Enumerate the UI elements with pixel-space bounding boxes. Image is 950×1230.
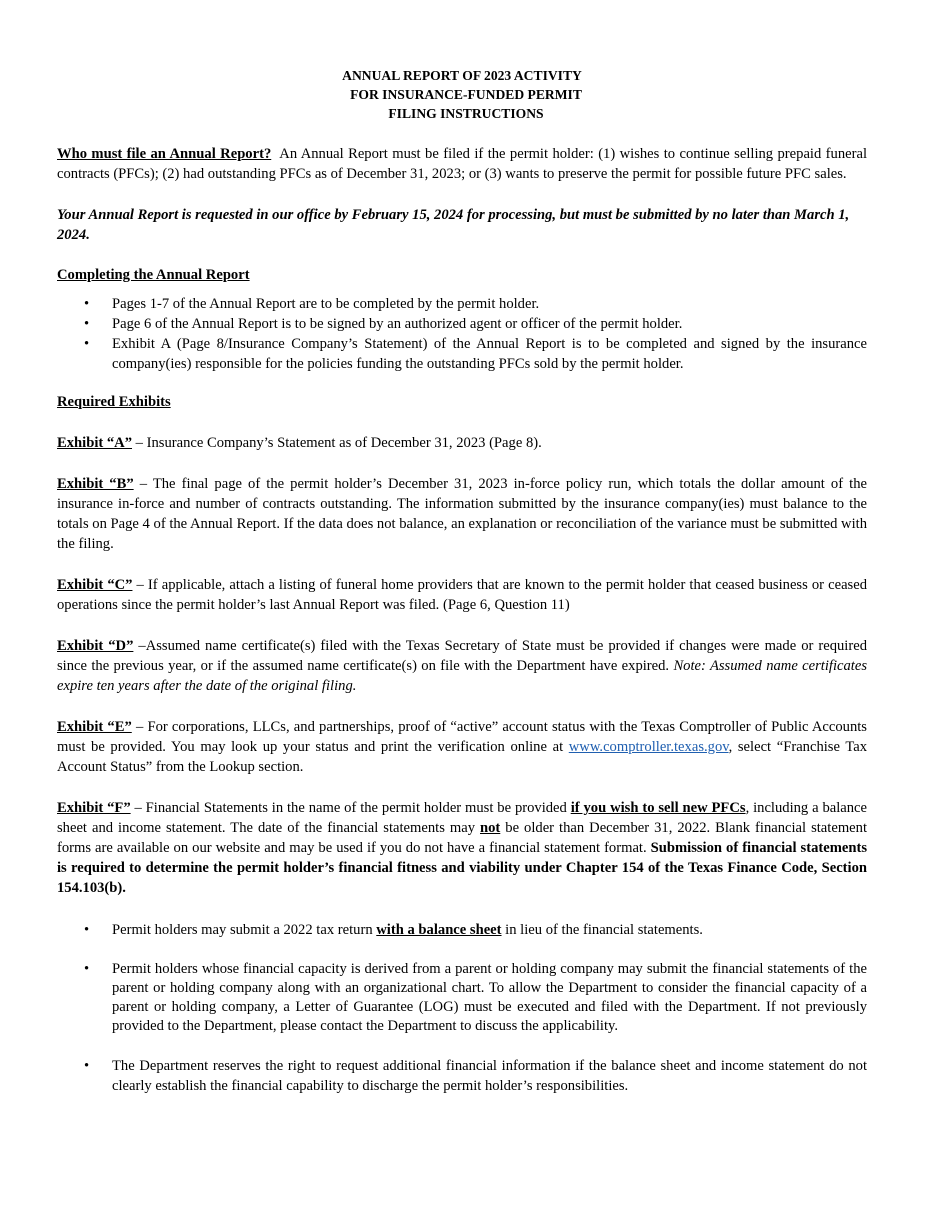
document-page (57, 66, 867, 1096)
exhibit-f-label: Exhibit “F” (57, 800, 131, 816)
required-exhibits-heading: Required Exhibits (57, 394, 171, 410)
required-exhibits-section (57, 392, 867, 412)
exhibit-d-paragraph (57, 636, 867, 696)
who-must-file-paragraph (57, 144, 867, 184)
who-must-file-heading: Who must file an Annual Report? (57, 146, 272, 162)
comptroller-link[interactable]: www.comptroller.texas.gov (568, 739, 729, 755)
list-item: • Exhibit A (Page 8/Insurance Company’s Statement) of the Annual Report is to be completed and signed by the insurance company(ies) responsible for the policies funding the outstanding PFCs sold by the permit holder. (57, 334, 867, 374)
exhibit-a-text: – Insurance Company’s Statement as of December 31, 2023 (Page 8). (132, 435, 542, 451)
who-must-file-text: An Annual Report must be filed if the permit holder: (1) wishes to continue selling prepaid funeral contracts (PFCs); (2) had outstanding PFCs as of December 31, 2023; or (3) wants to preserve the permit for possible future PFC sales. (57, 146, 868, 182)
document-title (57, 66, 867, 123)
exhibit-b-paragraph (57, 474, 867, 554)
exhibit-c-paragraph (57, 575, 867, 615)
list-item: • Page 6 of the Annual Report is to be signed by an authorized agent or officer of the permit holder. (57, 314, 867, 334)
exhibit-e-text-after: , select “Franchise Tax Account Status” from the Lookup section. (57, 739, 867, 775)
exhibit-b-text: – The final page of the permit holder’s December 31, 2023 in-force policy run, which totals the dollar amount of the insurance in-force and number of contracts outstanding. The information submitted by the insurance company(ies) must balance to the totals on Page 4 of the Annual Report. If the data does not balance, an explanation or reconciliation of the variance must be submitted with the filing. (57, 476, 867, 552)
exhibit-f-text-3: be older than December 31, 2022. Blank financial statement forms are available on our website and may be used if you do not have a financial statement format. (57, 820, 867, 856)
completing-section (57, 265, 867, 285)
exhibit-c-label: Exhibit “C” (57, 577, 133, 593)
completing-list (57, 294, 867, 374)
list-item (57, 920, 867, 940)
exhibit-e-paragraph (57, 717, 867, 777)
list-item: • Permit holders whose financial capacity is derived from a parent or holding company may submit the financial statements of the parent or holding company along with an organizational chart. To allow the Department to consider the financial capacity of a parent or holding company, a Letter of Guarantee (LOG) must be executed and filed with the Department. If not previously provided to the Department, please contact the Department to discuss the applicability. (57, 960, 867, 1036)
exhibit-f-text-1: – Financial Statements in the name of the permit holder must be provided (130, 800, 571, 816)
exhibit-f-emphasis-sell: if you wish to sell new PFCs (570, 800, 746, 816)
exhibit-d-text: –Assumed name certificate(s) filed with the Texas Secretary of State must be provided if changes were made or required since the previous year, or if the assumed name certificate(s) on file with the Department have expired. (57, 638, 867, 674)
exhibit-d-note: Note: Assumed name certificates expire ten years after the date of the original filing. (57, 658, 867, 694)
exhibit-e-label: Exhibit “E” (57, 719, 132, 735)
exhibit-f-paragraph (57, 798, 867, 898)
exhibit-a-label: Exhibit “A” (57, 435, 133, 451)
exhibit-b-label: Exhibit “B” (57, 476, 134, 492)
tax-return-text: Permit holders may submit a 2022 tax return (112, 922, 377, 938)
exhibit-a-paragraph (57, 433, 867, 453)
exhibit-f-bold-statement: Submission of financial statements is required to determine the permit holder’s financial fitness and viability under Chapter 154 of the Texas Finance Code, Section 154.103(b). (57, 840, 868, 896)
exhibit-d-label: Exhibit “D” (57, 638, 134, 654)
list-item: • The Department reserves the right to request additional financial information if the balance sheet and income statement do not clearly establish the financial capability to discharge the permit holder’s responsibilities. (57, 1056, 867, 1096)
exhibit-e-text: – For corporations, LLCs, and partnerships, proof of “active” account status with the Texas Comptroller of Public Accounts must be provided. You may look up your status and print the verification online at (57, 719, 867, 755)
tax-return-emphasis: with a balance sheet (376, 922, 502, 938)
tax-return-text-after: in lieu of the financial statements. (501, 922, 703, 938)
exhibit-f-emphasis-not: not (480, 820, 501, 836)
financial-notes-list (57, 920, 867, 1096)
exhibit-c-text: – If applicable, attach a listing of funeral home providers that are known to the permit holder that ceased business or ceased operations since the permit holder’s last Annual Report was filed. (Page 6, Question 11) (57, 577, 867, 613)
title-line-2: FOR INSURANCE-FUNDED PERMIT (350, 87, 582, 102)
completing-heading: Completing the Annual Report (57, 267, 250, 283)
exhibit-f-text-2: , including a balance sheet and income statement. The date of the financial statements may (57, 800, 868, 836)
list-item: • Pages 1-7 of the Annual Report are to be completed by the permit holder. (57, 294, 867, 314)
deadline-notice: Your Annual Report is requested in our office by February 15, 2024 for processing, but must be submitted by no later than March 1, 2024. (57, 207, 850, 243)
title-line-3: FILING INSTRUCTIONS (388, 106, 544, 121)
title-line-1: ANNUAL REPORT OF 2023 ACTIVITY (342, 68, 582, 83)
